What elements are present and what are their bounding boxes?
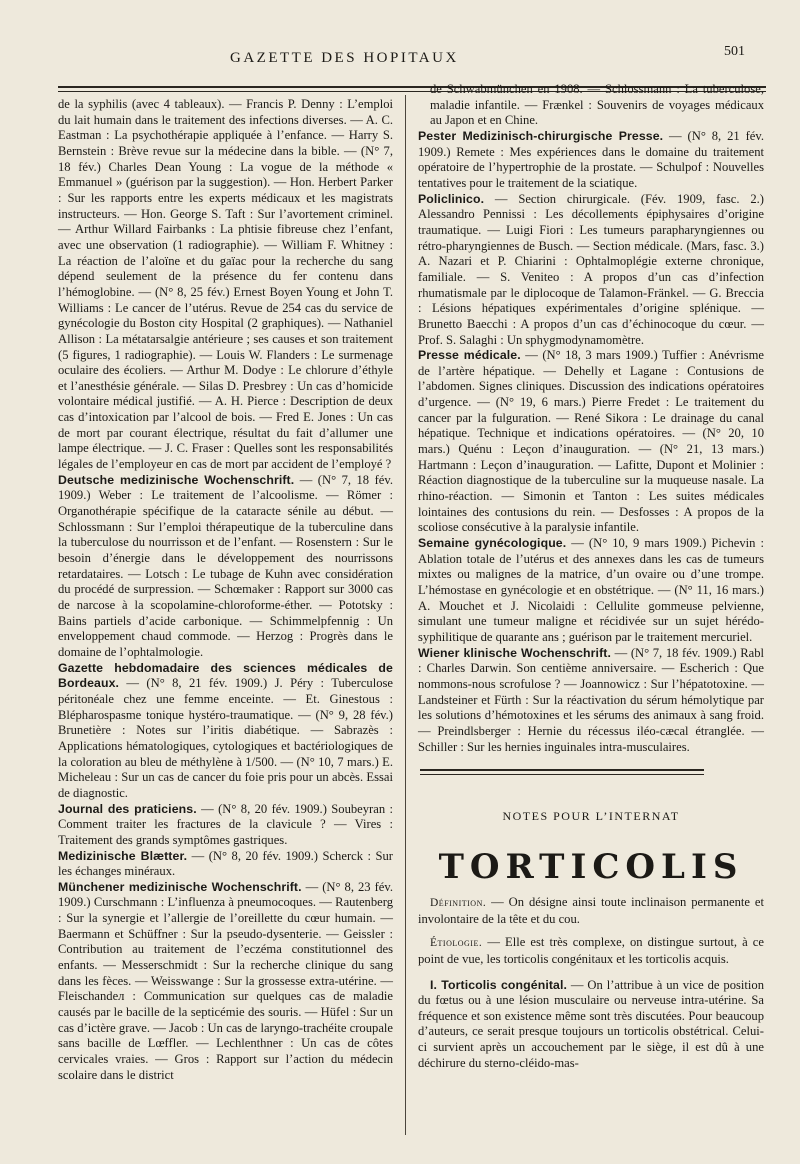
entry-text: — Section chirurgicale. (Fév. 1909, fasc. 2.) Alessandro Pennissi : Les décollements épiphysaires d’origine traumatique. — Luigi Fiori : Les tumeurs parapharyngiennes ou rétro-pharyngiennes de Busch. — Section médicale. (Mars, fasc. 3.) A. Nazari et P. Chiarini : Ophtalmoplégie externe chronique, familiale. — S. Veniteo : A propos d’un cas d’infection rhumatismale par le diplocoque de Talamon-Fränkel. — G. Breccia : Lésions hépatiques expérimentales d’origine splénique. — Brunetto Baecchi : A propos d’un cas d’échinocoque du cœur. — Prof. S. Salaghi : Un sphygmodynamomètre. bbox=[418, 191, 764, 347]
entry-text: — (N° 7, 18 fév. 1909.) Weber : Le traitement de l’alcoolisme. — Römer : Organothérapie spécifique de la cataracte sénile au début. — Schlossmann : Sur l’emploi thérapeutique de la tuberculine dans la tuberculose du nourrisson et de l’enfant. — Rosenstern : Sur le besoin d’énergie dans le développement des nourrissons retardataires. — Lotsch : Le tubage de Kuhn avec considération du procédé de surpression. — Schœmaker : Rapport sur 3000 cas de narcose à la scopolamine-chloroforme-éther. — Pototsky : Bains partiels d’acide carbonique. — Schimmelpfennig : Un enveloppement chaud commode. — Herzog : Progrès dans le domaine de l’ophtalmologie. bbox=[58, 472, 393, 659]
definition-label: Définition. bbox=[430, 896, 487, 909]
entry-text: — (N° 10, 9 mars 1909.) Pichevin : Ablation totale de l’utérus et des annexes dans les cas de tumeurs mixtes ou malignes de la matrice, d’un ovaire ou d’une trompe. L’hémostase en gynécologie et en obstétrique. — (N° 11, 16 mars.) A. Mouchet et J. Nicolaidi : Cellulite gommeuse pelvienne, simulant une tumeur maligne et récidivée sur un sujet hérédo-syphilitique de quarante ans ; guérison par le traitement mercuriel. bbox=[418, 536, 764, 644]
congenital-paragraph bbox=[418, 978, 764, 1072]
entry-text: — (N° 8, 21 fév. 1909.) Remete : Mes expériences dans le domaine du traitement opératoire de l’hypertrophie de la prostate. — Schulpof : Nouvelles tentatives pour le traitement de la sciatique. bbox=[418, 128, 764, 190]
review-entry bbox=[418, 192, 764, 349]
review-entry bbox=[418, 536, 764, 646]
review-continuation: de la syphilis (avec 4 tableaux). — Francis P. Denny : L’emploi du lait humain dans le traitement des infections diverses. — A. C. Eastman : La psychothérapie appliquée à l’enfance. — Harry S. Bernstein : Brève revue sur la médecine dans la bible. — (N° 7, 18 fév.) Charles Dean Young : La vogue de la méthode « Emmanuel » (guérison par la suggestion). — Hon. Herbert Parker : Sur les rapports entre les experts médicaux et les magistrats instructeurs. — Hon. George S. Taft : Sur l’avortement criminel. — Arthur Willard Fairbanks : La phtisie fibreuse chez l’enfant, avec une observation (1 radiographie). — William F. Whitney : La réaction de l’aloïne et du gaïac pour la recherche du sang dépend seulement de la présence du fer contenu dans l’hémoglobine. — (N° 8, 25 fév.) Ernest Boyen Young et John T. Williams : Le cancer de l’utérus. Revue de 254 cas du service de gynécologie du Boston city Hospital (2 graphiques). — Nathaniel Allison : La métatarsalgie antérieure ; ses causes et son traitement (5 figures, 1 radiographie). — Louis W. Flanders : Le surmenage oculaire des écoliers. — Arthur M. Dodye : Le chlorure d’éthyle et l’anesthésie générale. — Silas D. Presbrey : Un cas d’homicide volontaire médical justifié. — A. H. Pierce : Description de deux cas d’intoxication par l’alcool de bois. — Fred E. Jones : Un cas de mort par courant électrique, résultat du fait d’allumer une lampe électrique. — J. C. Fraser : Quelles sont les responsabilités légales de l’employeur en cas de mort par accident de l’employé ? bbox=[58, 97, 393, 472]
review-entry bbox=[58, 880, 393, 1084]
entry-text: — (N° 8, 21 fév. 1909.) J. Péry : Tuberculose péritonéale chez une femme enceinte. — Et. Ginestous : Blépharospasme tonique hystéro-traumatique. — (N° 9, 28 fév.) Brunetière : Notes sur l’iritis diabétique. — Sabrazès : Applications hématologiques, cytologiques et bactériologiques de la coloration au bleu de méthylène à 1/500. — (N° 10, 7 mars.) E. Micheleau : Sur un cas de cancer du foie pris pour un abcès. Essai de diagnostic. bbox=[58, 676, 393, 800]
journal-name: Policlinico. bbox=[418, 191, 485, 206]
section-rule bbox=[420, 769, 704, 771]
journal-name: Deutsche medizinische Wochenschrift. bbox=[58, 472, 295, 487]
journal-name: Medizinische Blætter. bbox=[58, 848, 188, 863]
running-title: GAZETTE DES HOPITAUX bbox=[230, 50, 459, 66]
review-entry bbox=[418, 348, 764, 536]
etiology-paragraph bbox=[418, 935, 764, 967]
journal-name: Pester Medizinisch-chirurgische Presse. bbox=[418, 128, 664, 143]
left-column bbox=[58, 97, 393, 1083]
section-rule-thin bbox=[420, 774, 704, 775]
review-entry bbox=[58, 802, 393, 849]
page-number: 501 bbox=[724, 44, 745, 59]
article-title: TORTICOLIS bbox=[438, 846, 744, 887]
journal-name: Wiener klinische Wochenschrift. bbox=[418, 645, 611, 660]
right-column bbox=[418, 82, 764, 1071]
review-entry bbox=[58, 473, 393, 661]
review-entry bbox=[58, 849, 393, 880]
etiology-text: — Elle est très complexe, on distingue surtout, à ce point de vue, les torticolis congénitaux et les torticolis acquis. bbox=[418, 935, 764, 966]
section-heading: NOTES POUR L’INTERNAT bbox=[502, 809, 680, 824]
congenital-label: I. Torticolis congénital. bbox=[430, 977, 568, 992]
review-continuation: de Schwabmünchen en 1908. — Schlossmann : La tuberculose, maladie infantile. — Frænkel : Souvenirs de voyages médicaux au Japon et en Chine. bbox=[430, 82, 764, 128]
journal-name: Journal des praticiens. bbox=[58, 801, 197, 816]
definition-text: — On désigne ainsi toute inclinaison permanente et involontaire de la tête et du cou. bbox=[418, 894, 764, 926]
journal-name: Münchener medizinische Wochenschrift. bbox=[58, 879, 302, 894]
entry-text: — (N° 18, 3 mars 1909.) Tuffier : Anévrisme de l’artère hépatique. — Dehelly et Lagane : Contusions de l’abdomen. Signes cliniques. Discussion des indications opératoires d’urgence. — (N° 19, 6 mars.) Pierre Fredet : Le traitement du cancer par la fulguration. — René Sikora : Le drainage du canal hépatique. Technique et indications opératoires. — (N° 20, 10 mars.) Quénu : Leçon d’inauguration. — (N° 21, 13 mars.) Hartmann : Leçon d’inauguration. — Lafitte, Dupont et Molinier : Réaction diagnostique de la tuberculine sur la muqueuse nasale. La rhino-réaction. — Simonin et Tanton : Les suites médicales lointaines des contusions du rein. — Desfosses : A propos de la scoliose consécutive à la paralysie infantile. bbox=[418, 348, 764, 535]
review-entry bbox=[418, 646, 764, 756]
review-entry bbox=[58, 661, 393, 802]
review-entry bbox=[418, 129, 764, 192]
column-divider bbox=[405, 95, 406, 1135]
entry-text: — (N° 8, 20 fév. 1909.) Scherck : Sur les échanges minéraux. bbox=[58, 848, 393, 879]
entry-text: — (N° 7, 18 fév. 1909.) Rabl : Charles Darwin. Son centième anniversaire. — Escherich : Que nommons-nous scrofulose ? — Joannowicz : Sur l’hépatotoxine. — Landsteiner et Fürth : Sur la réactivation du sérum hémolytique par les solutions d’hémotoxines et les sérums des animaux à sang froid. — Preindlsberger : Hernie du récessus iléo-cæcal étranglée. — Schiller : Sur les hernies inguinales intra-musculaires. bbox=[418, 645, 764, 754]
etiology-label: Étiologie. bbox=[430, 937, 483, 950]
journal-name: Gazette hebdomadaire des sciences médicales de Bordeaux. bbox=[58, 660, 393, 691]
definition-paragraph bbox=[418, 895, 764, 927]
congenital-text: — On l’attribue à un vice de position du fœtus ou à une lésion musculaire ou nerveuse intra-utérine. Sa fréquence et son existence même sont très discutées. Pour beaucoup d’auteurs, ce serait presque toujours un torticolis obstétrical. Celui-ci survient après un accouchement par le siège, il est dû à une déchirure du sterno-cléido-mas- bbox=[418, 977, 764, 1070]
journal-name: Semaine gynécologique. bbox=[418, 536, 567, 551]
journal-name: Presse médicale. bbox=[418, 348, 521, 363]
entry-text: — (N° 8, 23 fév. 1909.) Curschmann : L’influenza à pneumocoques. — Rautenberg : Sur la synergie et l’allergie de l’oreillette du cœur humain. — Baermann et Schüffner : Sur la pseudo-dysenterie. — Geissler : Contribution au traitement de l’eczéma constitutionnel des enfants. — Messerschmidt : Sur la recherche clinique du sang dans les fèces. — Weisswange : Sur la grossesse extra-utérine. — Fleischandeл : Communication sur quelques cas de maladie causés par le bacille de la septicémie des souris. — Hüfel : Sur un cas d’ictère grave. — Jacob : Un cas de laryngo-trachéite croupale sans bacille de Lœffler. — Lechlenthner : Un cas de côtes cervicales vraies. — Gros : Rapport sur l’action du médecin scolaire dans le district bbox=[58, 879, 393, 1082]
entry-text: — (N° 8, 20 fév. 1909.) Soubeyran : Comment traiter les fractures de la clavicule ? — Vires : Traitement des grands symptômes gastriques. bbox=[58, 801, 394, 847]
